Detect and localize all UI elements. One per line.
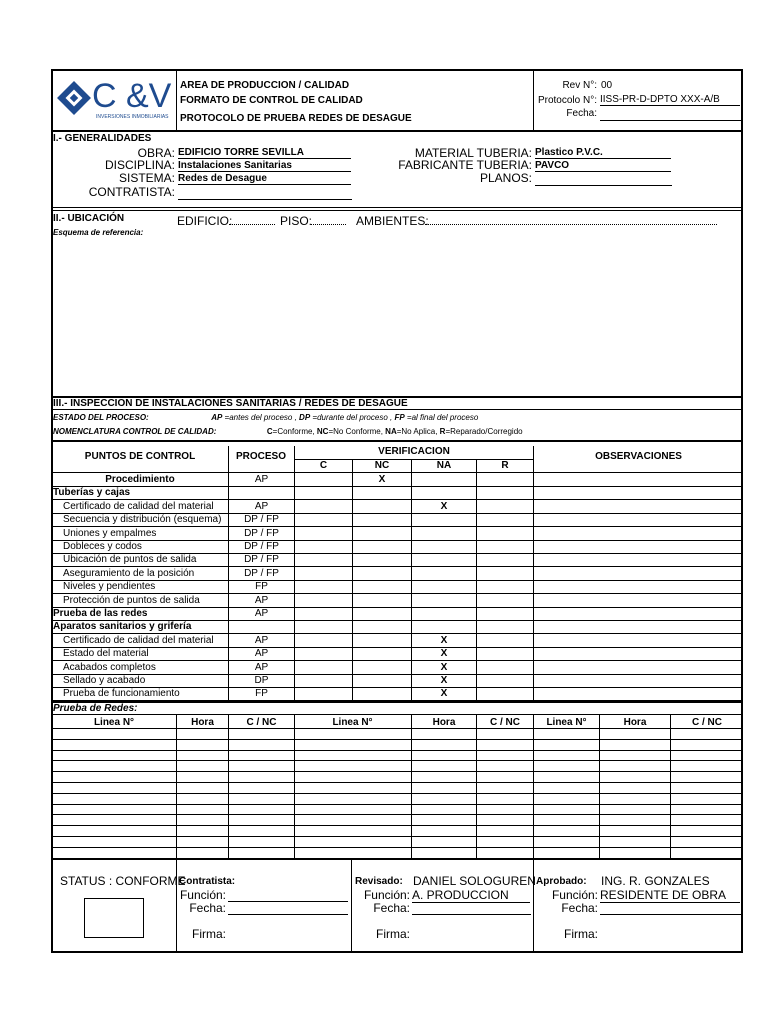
contratista-funcion-label: Función: — [179, 888, 226, 902]
grid-line — [51, 486, 743, 487]
grid-line — [51, 750, 743, 751]
contratista-label: CONTRATISTA: — [88, 185, 175, 199]
prueba-cnc-header-1: C / NC — [246, 717, 277, 728]
nom-r-text: =Reparado/Corregido — [445, 427, 523, 436]
prueba-hora-header-2: Hora — [432, 717, 456, 728]
row-label: Secuencia y distribución (esquema) — [63, 514, 222, 526]
prueba-linea-header-1: Linea N° — [93, 717, 135, 728]
row-label: Prueba de funcionamiento — [63, 688, 180, 700]
grid-line — [51, 701, 743, 703]
grid-line — [51, 714, 743, 715]
grid-line — [51, 782, 743, 783]
row-label: Aparatos sanitarios y grifería — [53, 621, 192, 633]
aprobado-value: ING. R. GONZALES — [601, 874, 710, 888]
nom-r-key: R — [439, 427, 446, 436]
row-label: Protección de puntos de salida — [63, 594, 200, 606]
grid-line — [51, 858, 743, 860]
piso-field[interactable] — [311, 224, 346, 225]
ap-key: AP — [211, 413, 223, 422]
row-label: Certificado de calidad del material — [63, 634, 214, 646]
row-label: Tuberías y cajas — [53, 487, 131, 499]
header-formato: FORMATO DE CONTROL DE CALIDAD — [180, 95, 363, 106]
row-check-mark[interactable]: X — [440, 500, 448, 512]
generalidades-title: I.- GENERALIDADES — [53, 133, 152, 144]
grid-line — [670, 715, 671, 859]
row-proceso[interactable]: DP / FP — [244, 554, 279, 566]
nom-c-text: =Conforme, — [272, 427, 317, 436]
grid-line — [51, 647, 743, 648]
aprobado-funcion-label: Función: — [551, 888, 598, 902]
row-label: Sellado y acabado — [63, 675, 146, 686]
row-label: Niveles y pendientes — [63, 581, 156, 593]
row-proceso[interactable]: FP — [255, 581, 268, 593]
rev-label: Rev N°: — [562, 80, 597, 91]
ambientes-label: AMBIENTES: — [356, 214, 429, 228]
contratista-fecha-label: Fecha: — [189, 901, 226, 915]
grid-line — [51, 793, 743, 794]
prueba-linea-header-2: Linea N° — [332, 717, 373, 728]
row-proceso[interactable]: AP — [254, 500, 269, 512]
section-divider — [51, 130, 743, 132]
col-r-header: R — [501, 460, 509, 471]
contratista-fecha-field[interactable] — [228, 914, 348, 915]
nom-na-text: =No Aplica, — [396, 427, 440, 436]
fp-key: FP — [394, 413, 405, 422]
prueba-cnc-header-3: C / NC — [692, 717, 722, 728]
aprobado-label: Aprobado: — [536, 876, 587, 887]
aprobado-fecha-label: Fecha: — [561, 901, 598, 915]
col-na-header: NA — [436, 460, 452, 471]
protocolo-label: Protocolo N°: — [537, 95, 597, 106]
grid-line — [294, 715, 295, 859]
col-proceso-header: PROCESO — [235, 451, 286, 462]
edificio-label: EDIFICIO: — [177, 214, 233, 228]
contratista-sign-label: Contratista: — [179, 876, 236, 887]
grid-line — [51, 771, 743, 772]
fecha-label: Fecha: — [566, 108, 597, 119]
prueba-hora-header-3: Hora — [623, 717, 647, 728]
contratista-firma-label: Firma: — [192, 927, 226, 941]
ap-text: =antes del proceso , — [222, 413, 297, 422]
aprobado-funcion-value[interactable]: RESIDENTE DE OBRA — [600, 889, 740, 903]
estado-proceso-line — [53, 413, 478, 422]
grid-line — [51, 825, 743, 826]
grid-line — [51, 472, 743, 473]
ubicacion-title: II.- UBICACIÓN — [53, 213, 125, 224]
revisado-fecha-field[interactable] — [412, 914, 531, 915]
row-proceso[interactable]: FP — [255, 688, 268, 700]
piso-label: PISO: — [280, 214, 313, 228]
fabricante-label: FABRICANTE TUBERIA: — [398, 158, 532, 172]
grid-line — [294, 446, 295, 702]
contratista-funcion-field[interactable] — [228, 901, 348, 902]
sistema-value[interactable]: Redes de Desague — [178, 173, 351, 185]
dp-key: DP — [299, 413, 311, 422]
edificio-field[interactable] — [229, 224, 275, 225]
row-check-mark[interactable]: X — [440, 675, 448, 686]
revisado-value: DANIEL SOLOGUREN — [413, 874, 536, 888]
row-check-mark[interactable]: X — [378, 474, 386, 485]
esquema-label: Esquema de referencia: — [53, 228, 144, 237]
grid-line — [476, 715, 477, 859]
prueba-cnc-header-2: C / NC — [490, 717, 520, 728]
status-checkbox[interactable] — [84, 898, 144, 938]
col-verificacion-header: VERIFICACION — [378, 446, 450, 457]
grid-line — [411, 715, 412, 859]
inspeccion-title: III.- INSPECCION DE INSTALACIONES SANITARIAS / REDES DE DESAGUE — [53, 398, 408, 409]
logo-brand: C &V — [92, 77, 172, 115]
fabricante-value[interactable]: PAVCO — [535, 160, 671, 172]
row-label: Certificado de calidad del material — [63, 500, 214, 512]
planos-label: PLANOS: — [479, 171, 532, 185]
row-check-mark[interactable]: X — [440, 688, 448, 700]
row-label: Prueba de las redes — [53, 608, 148, 619]
dp-text: =durante del proceso , — [310, 413, 393, 422]
grid-line — [51, 847, 743, 848]
grid-line — [533, 446, 534, 702]
section-divider — [51, 210, 743, 211]
row-proceso[interactable]: AP — [254, 608, 269, 619]
nom-nc-text: =No Conforme, — [328, 427, 386, 436]
grid-line — [228, 715, 229, 859]
row-proceso[interactable]: AP — [254, 634, 269, 646]
status-label: STATUS : CONFORME — [60, 874, 186, 888]
disciplina-label: DISCIPLINA: — [104, 158, 175, 172]
rev-value: 00 — [601, 80, 613, 91]
row-proceso[interactable]: AP — [254, 474, 269, 485]
revisado-label: Revisado: — [355, 876, 403, 887]
row-proceso[interactable]: DP / FP — [244, 514, 279, 526]
header-area: AREA DE PRODUCCION / CALIDAD — [180, 80, 350, 91]
row-check-mark[interactable]: X — [440, 648, 448, 660]
nom-na-key: NA — [385, 427, 397, 436]
row-label: Procedimiento — [105, 474, 175, 485]
fecha-field[interactable] — [600, 120, 741, 121]
grid-line — [51, 760, 743, 761]
row-proceso[interactable]: DP — [254, 675, 269, 686]
row-proceso[interactable]: AP — [254, 661, 269, 673]
prueba-title: Prueba de Redes: — [53, 703, 138, 714]
row-label: Uniones y empalmes — [63, 527, 157, 539]
row-proceso[interactable]: AP — [254, 648, 269, 660]
grid-line — [51, 814, 743, 815]
grid-line — [176, 715, 177, 859]
protocolo-value[interactable]: IISS-PR-D-DPTO XXX-A/B — [600, 94, 740, 106]
row-proceso[interactable]: DP / FP — [244, 541, 279, 552]
col-nc-header: NC — [374, 460, 390, 471]
sistema-label: SISTEMA: — [118, 171, 175, 185]
section-divider — [51, 409, 743, 410]
grid-line — [51, 674, 743, 675]
col-c-header: C — [319, 460, 328, 471]
revisado-firma-label: Firma: — [376, 927, 410, 941]
disciplina-value[interactable]: Instalaciones Sanitarias — [178, 160, 351, 172]
row-label: Aseguramiento de la posición — [63, 567, 195, 579]
col-observaciones-header: OBSERVACIONES — [595, 451, 682, 462]
aprobado-firma-label: Firma: — [564, 927, 598, 941]
row-proceso[interactable]: DP / FP — [244, 567, 279, 579]
fp-text: =al final del proceso — [404, 413, 479, 422]
grid-line — [295, 459, 533, 460]
row-check-mark[interactable]: X — [440, 634, 448, 646]
aprobado-fecha-field[interactable] — [600, 914, 741, 915]
company-logo — [56, 78, 174, 122]
grid-line — [599, 715, 600, 859]
grid-line — [51, 540, 743, 541]
row-check-mark[interactable]: X — [440, 661, 448, 673]
row-proceso[interactable]: DP / FP — [244, 527, 279, 539]
estado-label: ESTADO DEL PROCESO: — [53, 413, 149, 422]
header-protocolo-title: PROTOCOLO DE PRUEBA REDES DE DESAGUE — [180, 113, 412, 124]
contratista-field[interactable] — [178, 199, 352, 200]
table-top-border — [51, 440, 743, 442]
obra-value[interactable]: EDIFICIO TORRE SEVILLA — [178, 147, 351, 159]
grid-line — [51, 739, 743, 740]
row-proceso[interactable]: AP — [254, 594, 269, 606]
revisado-funcion-value[interactable]: A. PRODUCCION — [412, 889, 530, 903]
ambientes-field[interactable] — [425, 224, 717, 225]
section-divider — [51, 207, 743, 208]
prueba-linea-header-3: Linea N° — [546, 717, 587, 728]
grid-line — [51, 804, 743, 805]
prueba-hora-header-1: Hora — [191, 717, 214, 728]
revisado-funcion-label: Función: — [363, 888, 410, 902]
material-value[interactable]: Plastico P.V.C. — [535, 147, 671, 159]
obra-label: OBRA: — [137, 146, 175, 160]
material-label: MATERIAL TUBERIA: — [414, 146, 532, 160]
grid-line — [51, 836, 743, 837]
row-label: Acabados completos — [63, 661, 156, 673]
planos-field[interactable] — [535, 185, 672, 186]
nom-nc-key: NC — [316, 427, 329, 436]
grid-line — [51, 728, 743, 729]
row-label: Dobleces y codos — [63, 541, 142, 552]
revisado-fecha-label: Fecha: — [373, 901, 410, 915]
nom-c-key: C — [266, 427, 273, 436]
nomenclatura-line — [53, 427, 523, 436]
divider — [176, 71, 177, 130]
grid-line — [51, 607, 743, 608]
grid-line — [533, 715, 534, 859]
logo-subtitle: INVERSIONES INMOBILIARIAS — [96, 114, 169, 120]
nomenclatura-label: NOMENCLATURA CONTROL DE CALIDAD: — [53, 427, 217, 436]
row-label: Ubicación de puntos de salida — [63, 554, 197, 566]
row-label: Estado del material — [63, 648, 149, 660]
col-puntos-header: PUNTOS DE CONTROL — [84, 451, 196, 462]
